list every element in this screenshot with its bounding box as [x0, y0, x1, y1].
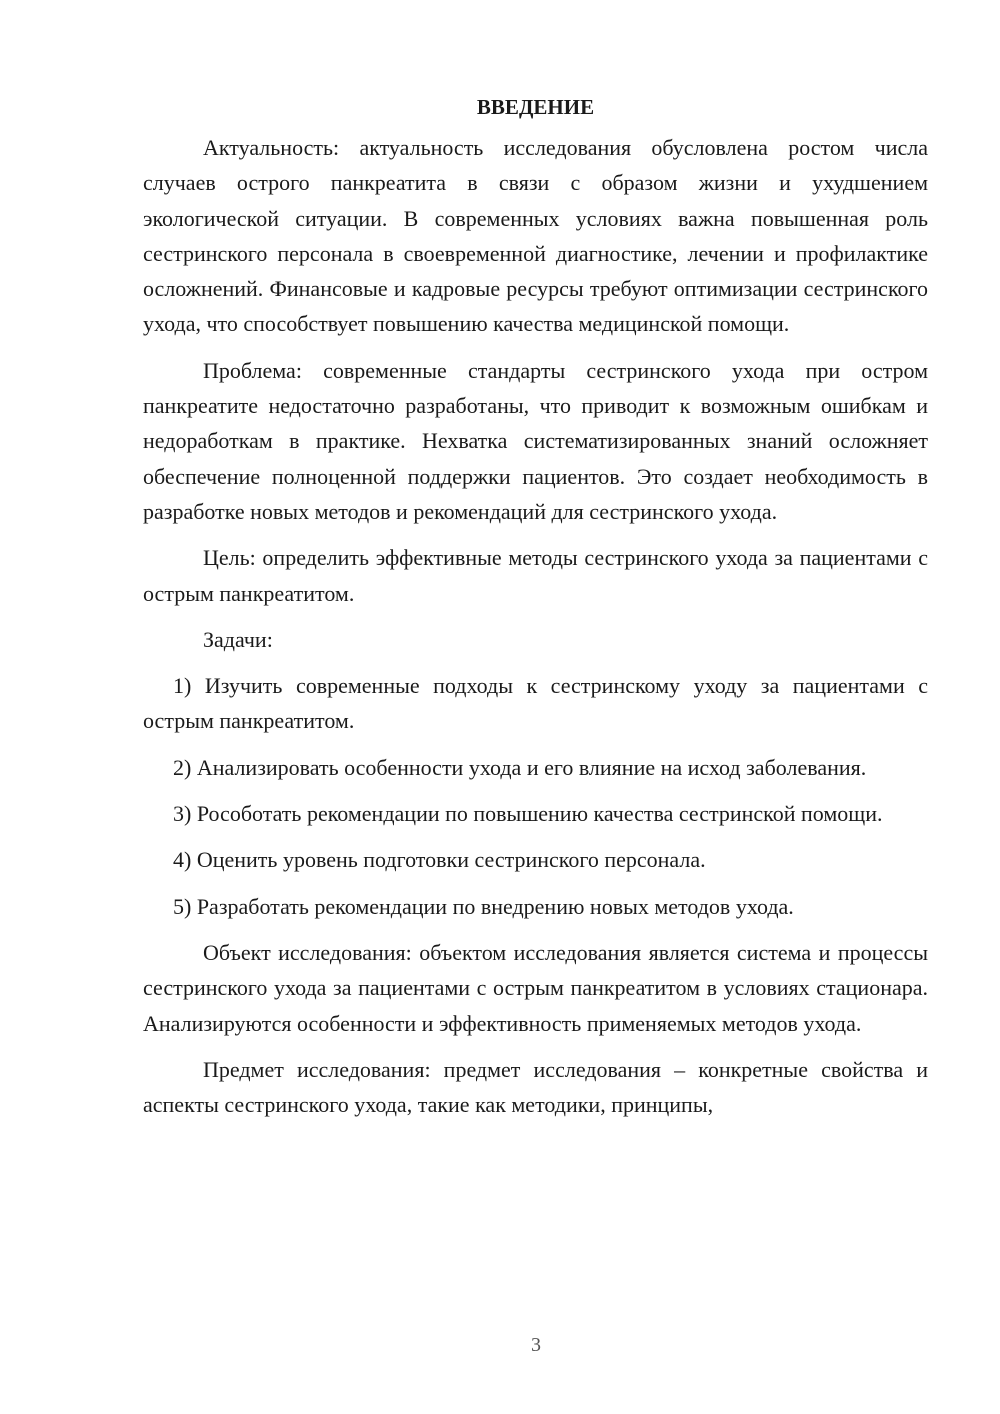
page-content: [143, 92, 928, 1133]
task-item-1: 1) Изучить современные подходы к сестринскому уходу за пациентами с острым панкреатитом.: [143, 673, 928, 734]
tasks-heading: Задачи:: [203, 626, 273, 652]
problem-paragraph: Проблема: современные стандарты сестринского ухода при остром панкреатите недостаточно разработаны, что приводит к возможным ошибкам и недоработкам в практике. Нехватка систематизированных знаний осложняет обеспечение полноценной поддержки пациентов. Это создает необходимость в разработке новых методов и рекомендаций для сестринского ухода.: [143, 357, 928, 524]
relevance-paragraph: Актуальность: актуальность исследования обусловлена ростом числа случаев острого панкреатита в связи с образом жизни и ухудшением экологической ситуации. В современных условиях важна повышенная роль сестринского персонала в своевременной диагностике, лечении и профилактике осложнений. Финансовые и кадровые ресурсы требуют оптимизации сестринского ухода, что способствует повышению качества медицинской помощи.: [143, 135, 928, 337]
task-item-5: 5) Разработать рекомендации по внедрению новых методов ухода.: [173, 893, 794, 919]
goal-paragraph: Цель: определить эффективные методы сестринского ухода за пациентами с острым панкреатитом.: [143, 545, 928, 606]
section-title: ВВЕДЕНИЕ: [476, 95, 595, 119]
task-item-2: 2) Анализировать особенности ухода и его влияние на исход заболевания.: [173, 754, 867, 780]
page-number: 3: [531, 1334, 541, 1356]
task-item-3: 3) Рособотать рекомендации по повышению качества сестринской помощи.: [173, 801, 883, 827]
object-paragraph: Объект исследования: объектом исследования является система и процессы сестринского ухода за пациентами с острым панкреатитом в условиях стационара. Анализируются особенности и эффективность применяемых методов ухода.: [143, 939, 928, 1036]
subject-paragraph: Предмет исследования: предмет исследования – конкретные свойства и аспекты сестринского ухода, такие как методики, принципы,: [143, 1056, 928, 1118]
task-item-4: 4) Оценить уровень подготовки сестринского персонала.: [173, 847, 706, 873]
